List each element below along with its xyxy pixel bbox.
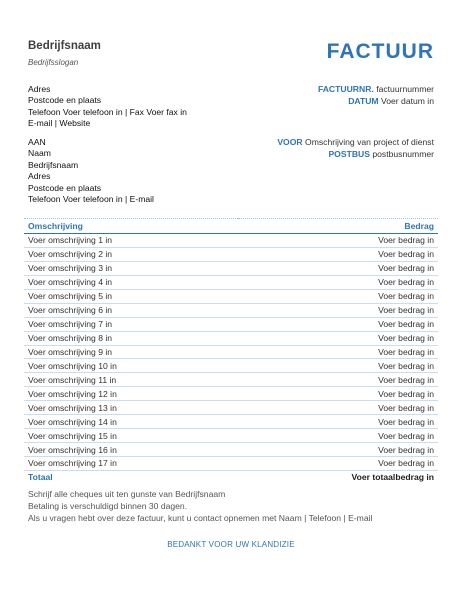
invoice-meta-block: [318, 84, 434, 107]
row-amount: Voer bedrag in: [238, 429, 438, 443]
row-description: Voer omschrijving 9 in: [24, 345, 238, 359]
table-row: [24, 289, 438, 303]
invoice-items-table: [24, 218, 438, 484]
table-row: [24, 387, 438, 401]
table-row: [24, 275, 438, 289]
invoice-number-value: factuurnummer: [376, 84, 434, 94]
cheque-note: Schrijf alle cheques uit ten gunste van Bedrijfsnaam: [28, 489, 226, 499]
column-header-amount: Bedrag: [238, 219, 438, 234]
table-row: [24, 457, 438, 471]
project-for-line: [277, 137, 434, 149]
table-row: [24, 345, 438, 359]
table-row: [24, 317, 438, 331]
total-amount: Voer totaalbedrag in: [238, 470, 438, 484]
table-total-row: [24, 470, 438, 484]
column-header-description: Omschrijving: [24, 219, 238, 234]
invoice-number-line: [318, 84, 434, 96]
recipient-to-label: AAN: [28, 137, 46, 147]
recipient-postcode-city: Postcode en plaats: [28, 182, 102, 193]
row-description: Voer omschrijving 5 in: [24, 289, 238, 303]
pobox-line: [277, 149, 434, 161]
row-amount: Voer bedrag in: [238, 247, 438, 261]
row-description: Voer omschrijving 14 in: [24, 415, 238, 429]
row-description: Voer omschrijving 2 in: [24, 247, 238, 261]
project-for-value: Omschrijving van project of dienst: [305, 137, 434, 147]
row-description: Voer omschrijving 1 in: [24, 234, 238, 248]
row-amount: Voer bedrag in: [238, 234, 438, 248]
table-row: [24, 429, 438, 443]
row-amount: Voer bedrag in: [238, 303, 438, 317]
pobox-label: POSTBUS: [328, 148, 370, 159]
row-description: Voer omschrijving 10 in: [24, 359, 238, 373]
table-row: [24, 261, 438, 275]
company-slogan: Bedrijfsslogan: [28, 58, 79, 67]
row-description: Voer omschrijving 12 in: [24, 387, 238, 401]
project-for-label: VOOR: [277, 137, 303, 147]
row-amount: Voer bedrag in: [238, 331, 438, 345]
company-name: Bedrijfsnaam: [28, 40, 101, 52]
row-description: Voer omschrijving 6 in: [24, 303, 238, 317]
row-amount: Voer bedrag in: [238, 359, 438, 373]
row-description: Voer omschrijving 8 in: [24, 331, 238, 345]
table-row: [24, 373, 438, 387]
invoice-date-line: [318, 96, 434, 108]
row-description: Voer omschrijving 16 in: [24, 443, 238, 457]
row-description: Voer omschrijving 17 in: [24, 457, 238, 471]
row-amount: Voer bedrag in: [238, 275, 438, 289]
sender-address-block: [28, 84, 187, 130]
invoice-date-label: DATUM: [348, 95, 379, 106]
table-row: [24, 303, 438, 317]
row-description: Voer omschrijving 3 in: [24, 261, 238, 275]
row-amount: Voer bedrag in: [238, 387, 438, 401]
table-row: [24, 359, 438, 373]
row-amount: Voer bedrag in: [238, 261, 438, 275]
row-amount: Voer bedrag in: [238, 457, 438, 471]
row-amount: Voer bedrag in: [238, 345, 438, 359]
payment-notes: [28, 489, 372, 524]
row-description: Voer omschrijving 15 in: [24, 429, 238, 443]
recipient-phone-email: Telefoon Voer telefoon in | E-mail: [28, 194, 154, 205]
table-row: [24, 234, 438, 248]
row-description: Voer omschrijving 11 in: [24, 373, 238, 387]
recipient-company: Bedrijfsnaam: [28, 159, 79, 170]
row-amount: Voer bedrag in: [238, 415, 438, 429]
table-row: [24, 331, 438, 345]
table-header-row: [24, 219, 438, 234]
sender-address: Adres: [28, 84, 51, 94]
table-row: [24, 415, 438, 429]
row-amount: Voer bedrag in: [238, 289, 438, 303]
recipient-address-block: [28, 137, 154, 205]
sender-phone-fax: Telefoon Voer telefoon in | Fax Voer fax in: [28, 106, 187, 117]
contact-note: Als u vragen hebt over deze factuur, kunt u contact opnemen met Naam | Telefoon | E-mail: [28, 512, 373, 523]
invoice-date-value: Voer datum in: [380, 95, 434, 106]
recipient-address: Adres: [28, 171, 51, 182]
thank-you-message: BEDANKT VOOR UW KLANDIZIE: [167, 540, 295, 549]
table-row: [24, 401, 438, 415]
payment-terms-note: Betaling is verschuldigd binnen 30 dagen.: [28, 500, 188, 511]
sender-postcode-city: Postcode en plaats: [28, 95, 102, 106]
recipient-name: Naam: [28, 148, 51, 159]
sender-email-website: E-mail | Website: [28, 118, 91, 129]
total-label: Totaal: [24, 470, 238, 484]
invoice-title: FACTUUR: [326, 40, 434, 63]
row-amount: Voer bedrag in: [238, 373, 438, 387]
project-meta-block: [277, 137, 434, 160]
row-description: Voer omschrijving 13 in: [24, 401, 238, 415]
table-row: [24, 247, 438, 261]
invoice-number-label: FACTUURNR.: [317, 84, 374, 94]
row-description: Voer omschrijving 4 in: [24, 275, 238, 289]
pobox-value: postbusnummer: [372, 148, 434, 159]
table-row: [24, 443, 438, 457]
row-amount: Voer bedrag in: [238, 443, 438, 457]
row-amount: Voer bedrag in: [238, 401, 438, 415]
row-description: Voer omschrijving 7 in: [24, 317, 238, 331]
row-amount: Voer bedrag in: [238, 317, 438, 331]
